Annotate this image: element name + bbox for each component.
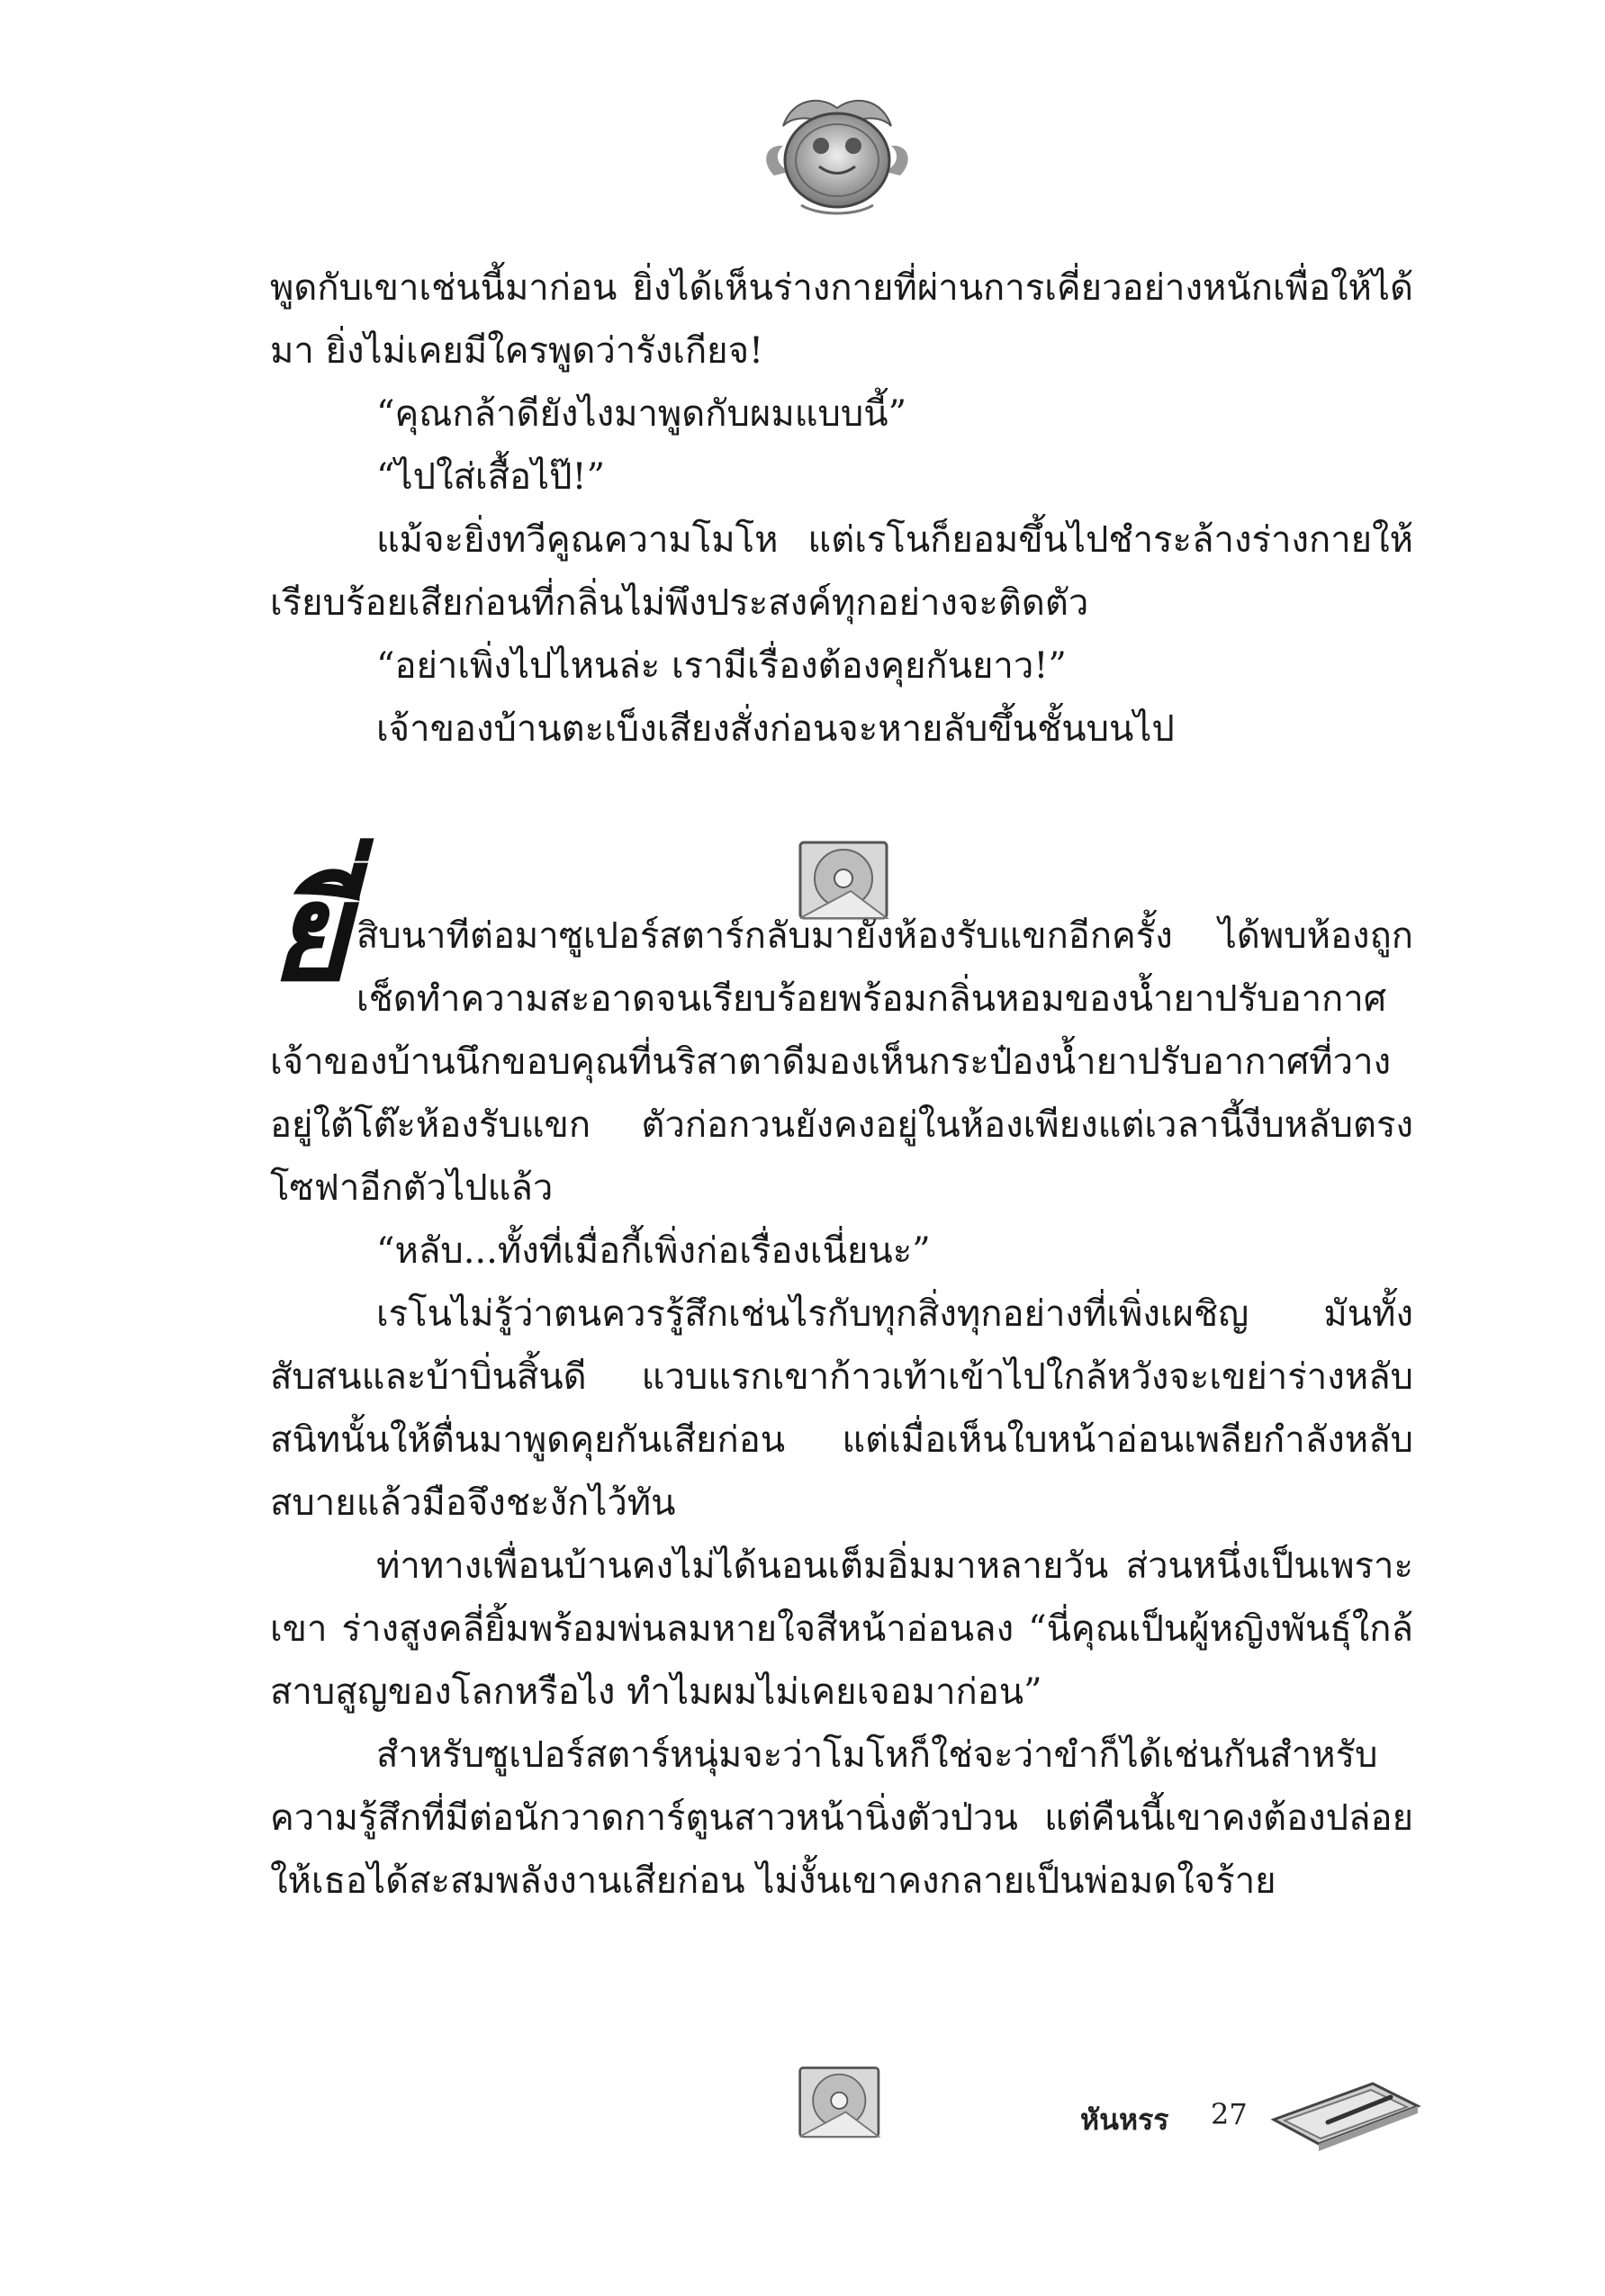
paragraph: แม้จะยิ่งทวีคูณความโมโห แต่เรโนก็ยอมขึ้นไปชำระล้างร่างกายให้เรียบร้อยเสียก่อนที่กลิ่นไม่พึงประสงค์ทุกอย่างจะติดตัว [270, 519, 1413, 624]
paragraph: ท่าทางเพื่อนบ้านคงไม่ได้นอนเต็มอิ่มมาหลายวัน ส่วนหนึ่งเป็นเพราะเขา ร่างสูงคลี่ยิ้มพร้อมพ่นลมหายใจสีหน้าอ่อนลง “นี่คุณเป็นผู้หญิงพันธุ์ใกล้สาบสูญของโลกหรือไง ทำไมผมไม่เคยเจอมาก่อน” [270, 1545, 1413, 1713]
paragraph: เจ้าของบ้านตะเบ็งเสียงสั่งก่อนจะหายลับขึ้นชั้นบนไป [376, 708, 1175, 750]
paragraph: เรโนไม่รู้ว่าตนควรรู้สึกเช่นไรกับทุกสิ่งทุกอย่างที่เพิ่งเผชิญ มันทั้งสับสนและบ้าบิ่นสิ้นดี แวบแรกเขาก้าวเท้าเข้าไปใกล้หวังจะเขย่าร่างหลับสนิทนั้นให้ตื่นมาพูดคุยกันเสียก่อน แต่เมื่อเห็นใบหน้าอ่อนเพลียกำลังหลับสบายแล้วมือจึงชะงักไว้ทัน [270, 1293, 1413, 1524]
dialogue-line: “ไปใส่เสื้อไป๊!” [376, 456, 606, 498]
dialogue-line: “คุณกล้าดียังไงมาพูดกับผมแบบนี้” [376, 393, 907, 435]
ornate-crest-icon [756, 90, 918, 225]
dialogue-line: “อย่าเพิ่งไปไหนล่ะ เรามีเรื่องต้องคุยกันยาว!” [376, 645, 1067, 687]
paragraph: สำหรับซูเปอร์สตาร์หนุ่มจะว่าโมโหก็ใช่จะว่าขำก็ได้เช่นกันสำหรับความรู้สึกที่มีต่อนักวาดการ์ตูนสาวหน้านิ่งตัวป่วน แต่คืนนี้เขาคงต้องปล่อยให้เธอได้สะสมพลังงานเสียก่อน ไม่งั้นเขาคงกลายเป็นพ่อมดใจร้าย [270, 1734, 1413, 1902]
cd-case-icon [797, 2061, 887, 2147]
paragraph: สิบนาทีต่อมาซูเปอร์สตาร์กลับมายังห้องรับแขกอีกครั้ง ได้พบห้องถูกเช็ดทำความสะอาดจนเรียบร้อยพร้อมกลิ่นหอมของน้ำยาปรับอากาศ เจ้าของบ้านนึกขอบคุณที่นริสาตาดีมองเห็นกระป๋องน้ำยาปรับอากาศที่วางอยู่ใต้โต๊ะห้องรับแขก ตัวก่อกวนยังคงอยู่ในห้องเพียงแต่เวลานี้งีบหลับตรงโซฟาอีกตัวไปแล้ว [270, 915, 1413, 1209]
dialogue-line: “หลับ...ทั้งที่เมื่อกี้เพิ่งก่อเรื่องเนี่ยนะ” [376, 1230, 931, 1272]
body-text-bottom [270, 855, 1413, 1913]
footer-label: หันหรร [1080, 2102, 1169, 2137]
paragraph: พูดกับเขาเช่นนี้มาก่อน ยิ่งได้เห็นร่างกายที่ผ่านการเคี่ยวอย่างหนักเพื่อให้ได้มา ยิ่งไม่เคยมีใครพูดว่ารังเกียจ! [270, 267, 1413, 372]
drop-cap: ยี่ [270, 855, 349, 1012]
paragraph-with-dropcap [270, 855, 1413, 1220]
body-text-top [270, 257, 1413, 761]
pen-tablet-icon [1265, 2070, 1422, 2151]
page-number: 27 [1211, 2097, 1248, 2131]
